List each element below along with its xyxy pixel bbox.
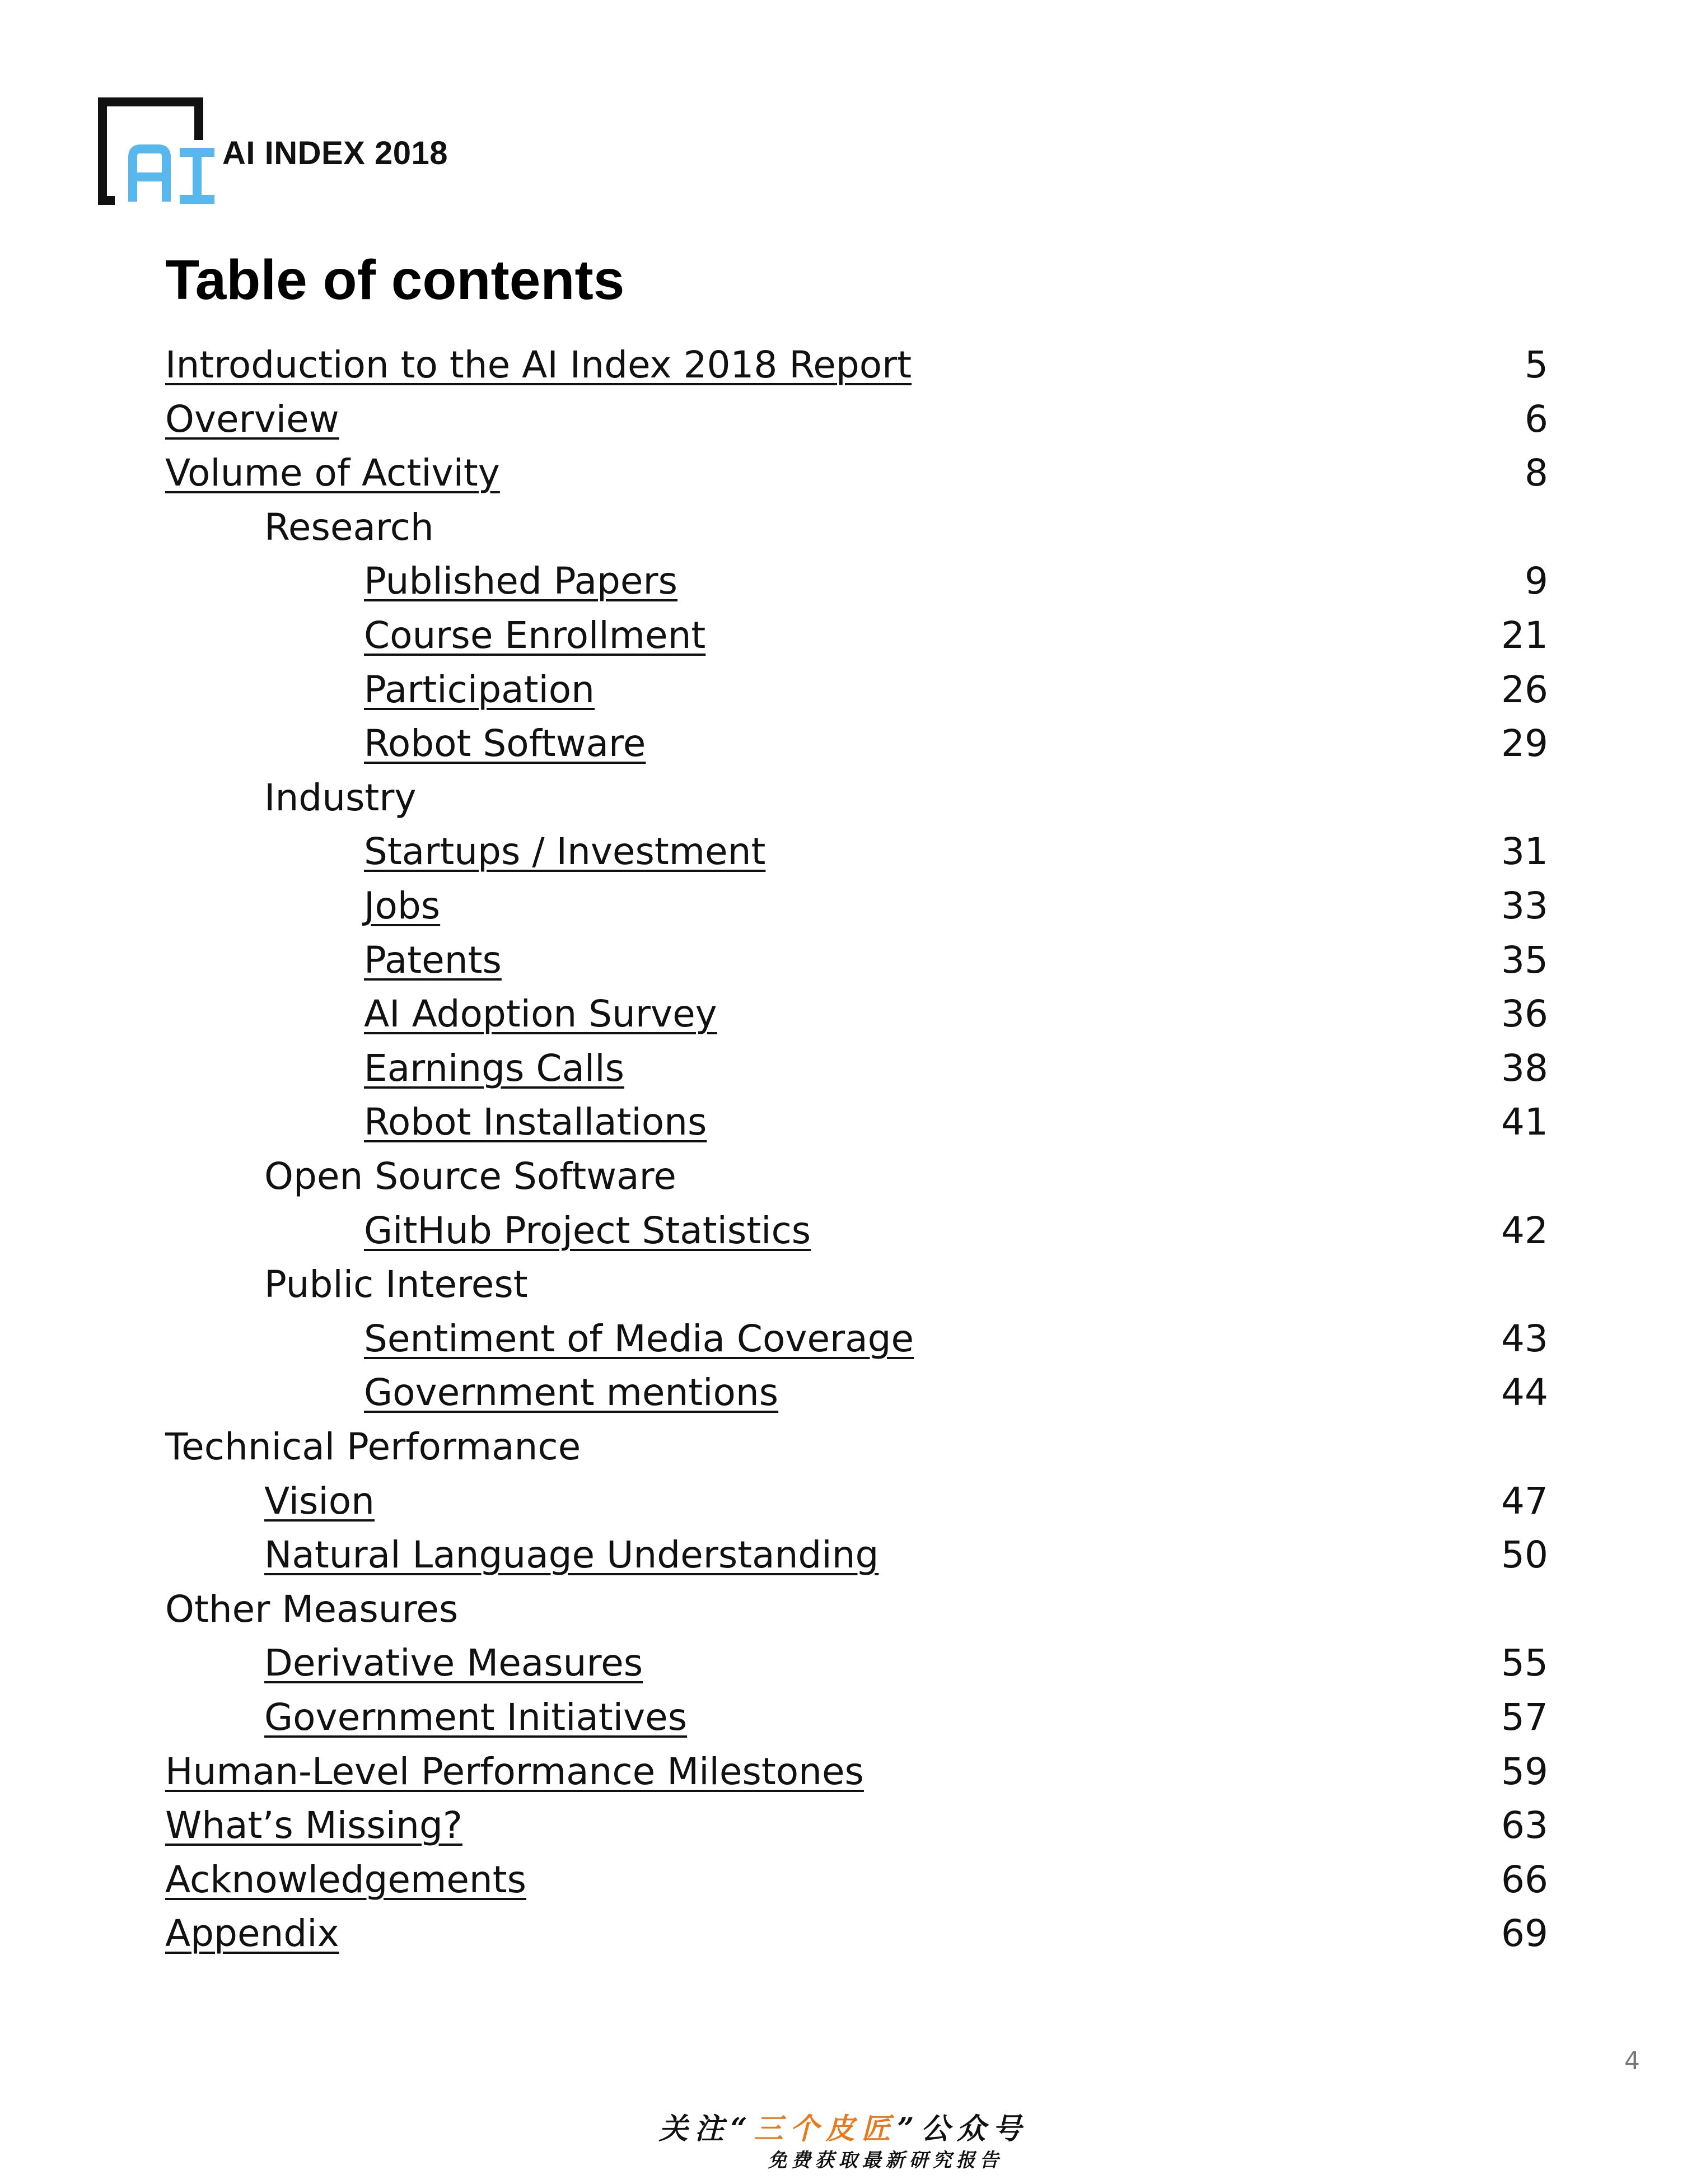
toc-entry[interactable]: [0, 717, 1687, 771]
toc-entry-page-number: 35: [1501, 939, 1548, 982]
toc-entry-link[interactable]: Appendix: [165, 1912, 339, 1955]
toc-entry-page-number: 43: [1501, 1317, 1548, 1360]
ai-index-logo: [98, 95, 456, 207]
toc-entry-page-number: 41: [1501, 1100, 1548, 1144]
toc-entry[interactable]: [0, 338, 1687, 392]
toc-section-heading: Other Measures: [165, 1588, 459, 1631]
toc-section-heading: Industry: [264, 776, 417, 819]
toc-entry-link[interactable]: Vision: [264, 1480, 375, 1523]
toc-entry-page-number: 9: [1525, 559, 1548, 603]
toc-entry-page-number: 50: [1501, 1533, 1548, 1576]
toc-entry-link[interactable]: Acknowledgements: [165, 1858, 527, 1901]
toc-entry[interactable]: [0, 1853, 1687, 1907]
toc-entry: [0, 1150, 1687, 1203]
toc-entry[interactable]: [0, 393, 1687, 446]
toc-entry-page-number: 29: [1501, 722, 1548, 765]
toc-entry-link[interactable]: Robot Installations: [364, 1100, 707, 1144]
toc-entry-link[interactable]: Published Papers: [364, 559, 678, 603]
footer-promo: [0, 2111, 1687, 2174]
footer-promo-line2: 免费获取最新研究报告: [768, 2149, 1003, 2172]
toc-entry-page-number: 31: [1501, 830, 1548, 873]
toc-entry-page-number: 42: [1501, 1209, 1548, 1252]
page-number: 4: [1624, 2047, 1640, 2075]
toc-entry[interactable]: [0, 825, 1687, 879]
toc-entry[interactable]: [0, 554, 1687, 608]
toc-section-heading: Research: [264, 506, 434, 549]
toc-entry-page-number: 36: [1501, 992, 1548, 1035]
logo-text: AI INDEX 2018: [222, 135, 448, 171]
toc-entry-link[interactable]: Human-Level Performance Milestones: [165, 1750, 864, 1793]
toc-entry-link[interactable]: Volume of Activity: [165, 451, 500, 494]
page-title: Table of contents: [165, 249, 625, 311]
toc-entry[interactable]: [0, 1636, 1687, 1690]
toc-entry-link[interactable]: AI Adoption Survey: [364, 992, 717, 1035]
toc-entry[interactable]: [0, 1204, 1687, 1258]
toc-entry-link[interactable]: Startups / Investment: [364, 830, 766, 873]
toc-entry-page-number: 57: [1501, 1696, 1548, 1739]
toc-entry-link[interactable]: Robot Software: [364, 722, 646, 765]
toc-entry-page-number: 26: [1501, 668, 1548, 711]
toc-entry-page-number: 33: [1501, 884, 1548, 927]
toc-entry[interactable]: [0, 609, 1687, 662]
toc-entry-page-number: 55: [1501, 1641, 1548, 1684]
toc-entry-link[interactable]: Natural Language Understanding: [264, 1533, 879, 1576]
toc-entry: [0, 1258, 1687, 1312]
toc-entry-page-number: 47: [1501, 1480, 1548, 1523]
toc-entry-page-number: 59: [1501, 1750, 1548, 1793]
toc-entry: [0, 771, 1687, 825]
toc-entry-link[interactable]: What’s Missing?: [165, 1804, 462, 1847]
toc-entry-page-number: 21: [1501, 614, 1548, 657]
toc-entry-page-number: 69: [1501, 1912, 1548, 1955]
footer-prefix: 关注“: [658, 2112, 754, 2146]
toc-entry[interactable]: [0, 1312, 1687, 1366]
toc-entry[interactable]: [0, 879, 1687, 933]
toc-entry-page-number: 8: [1525, 451, 1548, 494]
ai-index-logo-icon: [98, 95, 221, 207]
footer-suffix: ”公众号: [897, 2112, 1029, 2146]
toc-entry[interactable]: [0, 934, 1687, 987]
toc-entry-link[interactable]: Sentiment of Media Coverage: [364, 1317, 914, 1360]
toc-entry[interactable]: [0, 1366, 1687, 1420]
toc-entry[interactable]: [0, 1907, 1687, 1961]
toc-entry-page-number: 66: [1501, 1858, 1548, 1901]
footer-accent: 三个皮匠: [754, 2112, 898, 2146]
toc-entry-page-number: 5: [1525, 343, 1548, 386]
toc-entry[interactable]: [0, 1745, 1687, 1799]
toc-entry-link[interactable]: Patents: [364, 939, 502, 982]
toc-entry-link[interactable]: Participation: [364, 668, 595, 711]
toc-entry[interactable]: [0, 987, 1687, 1041]
toc-entry: [0, 1583, 1687, 1636]
toc-entry[interactable]: [0, 1799, 1687, 1852]
toc-entry-page-number: 44: [1501, 1371, 1548, 1414]
footer-promo-line1: [0, 2111, 1687, 2147]
toc-entry-link[interactable]: Government mentions: [364, 1371, 779, 1414]
toc-section-heading: Public Interest: [264, 1263, 528, 1306]
toc-entry-link[interactable]: GitHub Project Statistics: [364, 1209, 811, 1252]
toc-entry-link[interactable]: Introduction to the AI Index 2018 Report: [165, 343, 912, 386]
toc-entry[interactable]: [0, 1095, 1687, 1149]
toc-section-heading: Open Source Software: [264, 1155, 676, 1198]
toc-entry-link[interactable]: Earnings Calls: [364, 1047, 624, 1090]
toc-entry[interactable]: [0, 1691, 1687, 1744]
toc-entry[interactable]: [0, 663, 1687, 717]
toc-entry[interactable]: [0, 1474, 1687, 1528]
toc-entry[interactable]: [0, 446, 1687, 500]
toc-entry: [0, 1420, 1687, 1474]
toc-entry-page-number: 6: [1525, 398, 1548, 441]
toc-entry-link[interactable]: Jobs: [364, 884, 441, 927]
toc-entry-link[interactable]: Overview: [165, 398, 339, 441]
toc-entry-link[interactable]: Government Initiatives: [264, 1696, 688, 1739]
toc-entry[interactable]: [0, 1042, 1687, 1095]
toc-entry-link[interactable]: Course Enrollment: [364, 614, 706, 657]
toc-section-heading: Technical Performance: [165, 1425, 581, 1468]
toc-entry-link[interactable]: Derivative Measures: [264, 1641, 643, 1684]
toc-entry-page-number: 38: [1501, 1047, 1548, 1090]
toc-entry-page-number: 63: [1501, 1804, 1548, 1847]
toc-entry: [0, 501, 1687, 554]
toc-entry[interactable]: [0, 1528, 1687, 1582]
